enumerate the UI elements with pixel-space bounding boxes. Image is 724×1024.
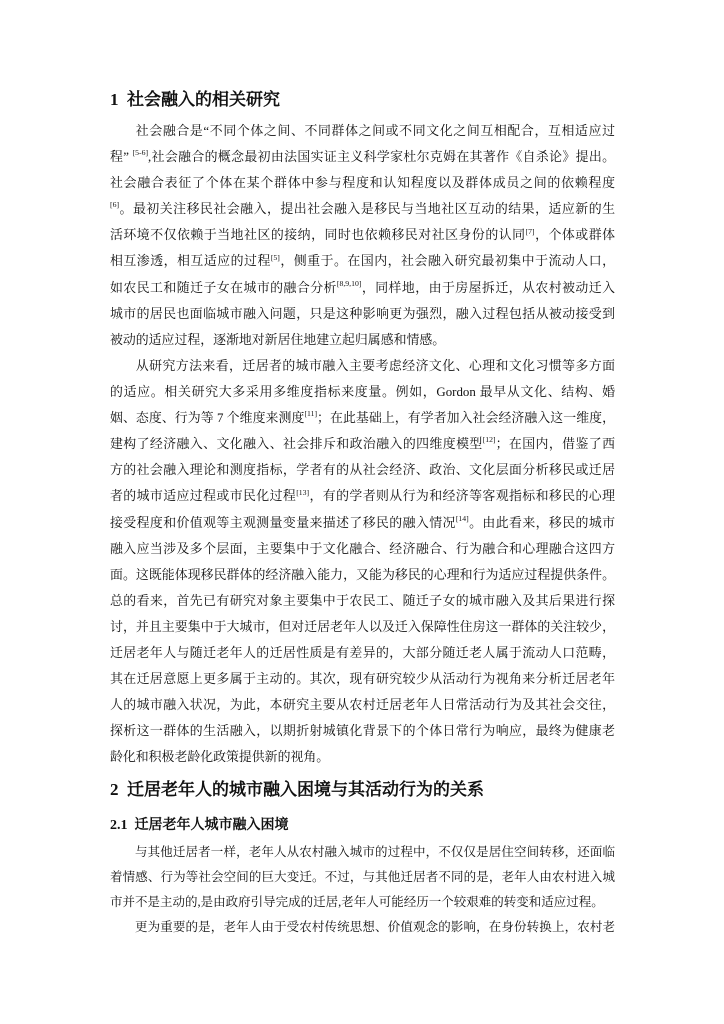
citation-ref: [8,9,10] xyxy=(336,278,362,288)
text-run: ，侧重于。在国内，社会融入研究最初集中于流动人口， xyxy=(279,254,616,269)
text-run: 人的城市融入状况，为此，本研究主要从农村迁居老年人日常活动行为及其社会交往， xyxy=(110,698,615,713)
text-run: ，同样地，由于房屋拆迁，从农村被动迁入 xyxy=(361,280,616,295)
paragraph-line xyxy=(110,248,615,274)
text-run: 社会融合表征了个体在某个群体中参与程度和认知程度以及群体成员之间的依赖程度 xyxy=(110,176,615,191)
paragraph-line xyxy=(110,457,615,483)
paragraph-line xyxy=(110,170,615,196)
text-run: 从研究方法来看，迁居者的城市融入主要考虑经济文化、心理和文化习惯等多方面 xyxy=(135,359,615,373)
section-1-paragraph-1 xyxy=(110,118,615,353)
text-run: 相互渗透，相互适应的过程 xyxy=(110,254,271,269)
subsection-2-1-heading: 2.1 迁居老年人城市融入困境 xyxy=(110,818,289,833)
citation-ref: [7] xyxy=(525,226,535,236)
text-run: 着情感、行为等社会空间的巨大变迁。不过，与其他迁居者不同的是，老年人由农村进入城 xyxy=(110,869,615,884)
citation-ref: [12] xyxy=(482,435,496,445)
text-run: 。由此看来，移民的城市 xyxy=(468,515,616,530)
citation-ref: [13] xyxy=(296,487,310,497)
text-run: 与其他迁居者一样，老年人从农村融入城市的过程中，不仅仅是居住空间转移，还面临 xyxy=(135,844,615,859)
paragraph-line xyxy=(110,431,615,457)
text-run: 龄化和积极老龄化政策提供新的视角。 xyxy=(110,750,330,765)
paragraph-line xyxy=(110,666,615,692)
paragraph-line xyxy=(110,640,615,666)
text-run: 如农民工和随迁子女在城市的融合分析 xyxy=(110,280,337,295)
paragraph-line xyxy=(110,379,615,405)
text-run: 接受程度和价值观等主观测量变量来描述了移民的融入情况 xyxy=(110,515,456,530)
section-1-paragraph-2 xyxy=(110,353,615,771)
citation-ref: [14] xyxy=(455,513,469,523)
paragraph-line xyxy=(110,890,615,915)
paragraph-line xyxy=(110,865,615,890)
citation-ref: [6] xyxy=(110,200,120,210)
paragraph-line xyxy=(110,144,615,170)
text-run: 方的社会融入理论和测度指标，学者有的从社会经济、政治、文化层面分析移民或迁居 xyxy=(110,463,615,478)
paragraph-line xyxy=(110,840,615,865)
text-run: 其在迁居意愿上更多属于主动的。其次，现有研究较少从活动行为视角来分析迁居老年 xyxy=(110,672,615,687)
text-run: 建构了经济融入、文化融入、社会排斥和政治融入的四维度模型 xyxy=(110,437,483,452)
text-run: 活环境不仅依赖于当地社区的接纳，同时也依赖移民对社区身份的认同 xyxy=(110,228,526,243)
text-run: 者的城市适应过程或市民化过程 xyxy=(110,489,297,504)
text-run: ；在此基础上，有学者加入社会经济融入这一维度， xyxy=(317,411,616,426)
text-run: 被动的适应过程，逐渐地对新居住地建立起归属感和情感。 xyxy=(110,332,446,347)
text-run: 面。这既能体现移民群体的经济融入能力，又能为移民的心理和行为适应过程提供条件。 xyxy=(110,567,615,582)
subsection-2-1-paragraph-2 xyxy=(110,915,615,940)
text-run: 程” xyxy=(110,150,133,165)
paragraph-line xyxy=(110,275,615,301)
text-run: 融入应当涉及多个层面，主要集中于文化融合、经济融合、行为融合和心理融合这四方 xyxy=(110,541,615,556)
citation-ref: [5] xyxy=(270,252,280,262)
section-2-heading: 2 迁居老年人的城市融入困境与其活动行为的关系 xyxy=(110,780,484,799)
text-run: ，个体或群体 xyxy=(534,228,616,243)
paragraph-line xyxy=(110,692,615,718)
section-1-heading: 1 社会融入的相关研究 xyxy=(110,90,280,109)
paragraph-line xyxy=(110,222,615,248)
paragraph-line xyxy=(110,718,615,744)
text-run: 市并不是主动的,是由政府引导完成的迁居,老年人可能经历一个较艰难的转变和适应过程。 xyxy=(110,894,604,909)
paragraph-line xyxy=(110,562,615,588)
text-run: 探析这一群体的生活融入，以期折射城镇化背景下的个体日常行为响应，最终为健康老 xyxy=(110,724,615,739)
subsection-2-1-paragraph-1 xyxy=(110,840,615,915)
paragraph-line xyxy=(110,614,615,640)
text-run: 姻、态度、行为等 7 个维度来测度 xyxy=(110,411,305,426)
text-run: 社会融合是“不同个体之间、不同群体之间或不同文化之间互相配合，互相适应过 xyxy=(135,124,615,138)
paragraph-line xyxy=(110,327,615,353)
paragraph-line xyxy=(110,536,615,562)
text-run: ；在国内，借鉴了西 xyxy=(495,437,616,452)
paragraph-line xyxy=(110,588,615,614)
paragraph-line xyxy=(110,915,615,940)
text-run: ，有的学者则从行为和经济等客观指标和移民的心理 xyxy=(309,489,615,504)
paragraph-line xyxy=(110,744,615,770)
text-run: ,社会融合的概念最初由法国实证主义科学家杜尔克姆在其著作《自杀论》提出。 xyxy=(148,150,615,165)
paragraph-line xyxy=(110,510,615,536)
paragraph-line xyxy=(110,353,615,379)
paragraph-line xyxy=(110,118,615,144)
paragraph-line xyxy=(110,196,615,222)
citation-ref: [11] xyxy=(304,409,318,419)
text-run: 。最初关注移民社会融入，提出社会融入是移民与当地社区互动的结果，适应新的生 xyxy=(119,202,615,217)
text-run: 的适应。相关研究大多采用多维度指标来度量。例如，Gordon 最早从文化、结构、婚 xyxy=(110,385,615,400)
paragraph-line xyxy=(110,405,615,431)
citation-ref: [5-6] xyxy=(132,148,149,158)
text-run: 讨，并且主要集中于大城市，但对迁居老年人以及迁入保障性住房这一群体的关注较少， xyxy=(110,619,615,634)
text-run: 迁居老年人与随迁老年人的迁居性质是有差异的，大部分随迁老人属于流动人口范畴， xyxy=(110,646,615,661)
paragraph-line xyxy=(110,483,615,509)
text-run: 更为重要的是，老年人由于受农村传统思想、价值观念的影响，在身份转换上，农村老 xyxy=(135,919,615,934)
text-run: 城市的居民也面临城市融入问题，只是这种影响更为强烈，融入过程包括从被动接受到 xyxy=(110,306,615,321)
paragraph-line xyxy=(110,301,615,327)
text-run: 总的看来，首先已有研究对象主要集中于农民工、随迁子女的城市融入及其后果进行探 xyxy=(110,593,615,608)
